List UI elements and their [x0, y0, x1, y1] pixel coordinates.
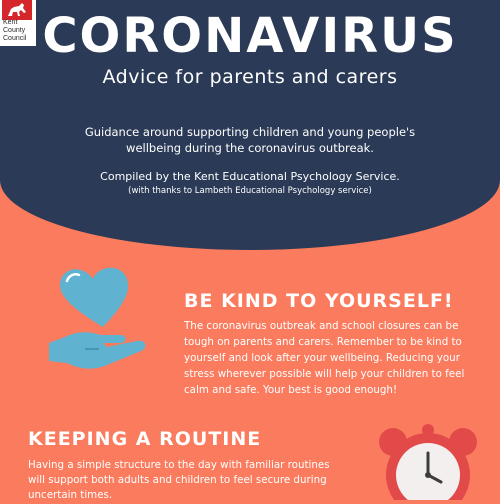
page-subtitle: Advice for parents and carers — [102, 66, 398, 88]
logo-line-2: County — [3, 27, 26, 34]
header-banner — [0, 0, 500, 250]
heart-in-hand-icon — [45, 265, 165, 379]
logo-line-3: Council — [3, 35, 27, 42]
alarm-clock-icon — [375, 420, 485, 504]
page-title: CORONAVIRUS — [42, 8, 458, 64]
kind-section-title: BE KIND TO YOURSELF! — [184, 290, 454, 312]
logo-line-1: Kent — [3, 19, 18, 26]
kind-section-text: The coronavirus outbreak and school closures can be tough on parents and carers. Remember to be kind to yourself and look after your wellbeing. Reducing your stress wherever possible will help your children to feel calm and safe. Your best is good enough! — [184, 320, 465, 396]
thanks-text: (with thanks to Lambeth Educational Psychology service) — [128, 186, 372, 196]
compiled-by-text: Compiled by the Kent Educational Psychology Service. — [100, 170, 400, 183]
routine-section-text: Having a simple structure to the day with familiar routines will support both adults and children to feel secure during uncertain times. — [28, 459, 330, 501]
routine-section-title: KEEPING A ROUTINE — [28, 428, 262, 450]
guidance-text: Guidance around supporting children and young people's wellbeing during the coronavirus outbreak. — [84, 125, 416, 155]
